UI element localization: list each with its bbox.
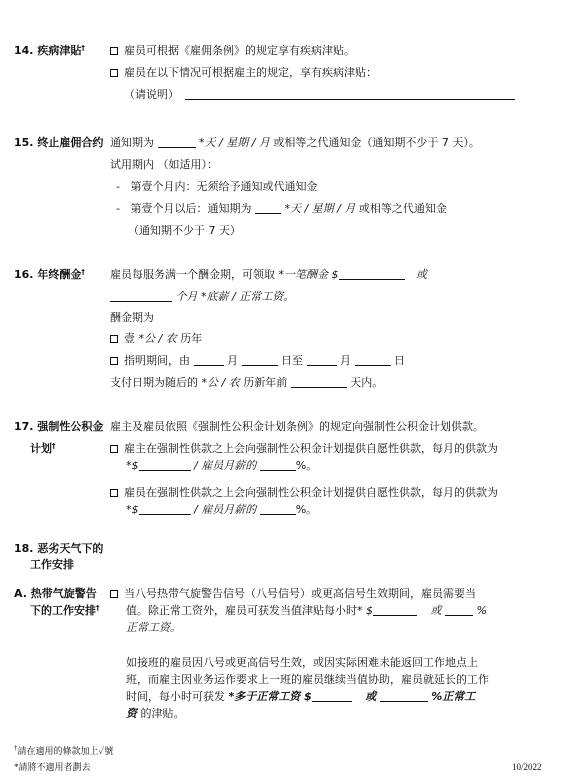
blank-line[interactable] <box>260 504 296 515</box>
blank-line[interactable] <box>312 691 352 702</box>
section-14-title: 14. 疾病津貼† <box>14 44 85 57</box>
probation-note: （通知期不少于 7 天） <box>128 224 241 237</box>
blank-line[interactable] <box>185 89 515 100</box>
explain-line: （请说明） <box>124 88 515 102</box>
blank-line[interactable] <box>445 605 473 616</box>
mpf-option-2[interactable]: 雇员在强制性供款之上会向强制性公积金计划提供自愿性供款，每月的供款为 <box>110 486 498 500</box>
probation-label: 试用期内 （如适用）： <box>110 158 218 171</box>
blank-line[interactable] <box>339 269 405 280</box>
typhoon-duty-line-3: 正常工资。 <box>126 621 181 634</box>
mpf-option-1-amount: *$ / 雇员月薪的 %。 <box>126 459 318 472</box>
checkbox[interactable] <box>110 590 118 598</box>
extended-duty-line-1: 如接班的雇员因八号或更高信号生效，或因实际困难未能返回工作地点上 <box>126 656 478 669</box>
sick-allowance-option-2[interactable]: 雇员在以下情况可根据雇主的规定，享有疾病津贴： <box>110 66 377 80</box>
mpf-option-1[interactable]: 雇主在强制性供款之上会向强制性公积金计划提供自愿性供款，每月的供款为 <box>110 442 498 456</box>
checkbox[interactable] <box>110 69 118 77</box>
blank-line[interactable] <box>260 460 296 471</box>
blank-line[interactable] <box>291 377 347 388</box>
probation-item-1: - 第壹个月内：无须给予通知或代通知金 <box>116 180 318 193</box>
extended-duty-line-2: 班，而雇主因业务运作要求上一班的雇员继续当值协助，雇员就延长的工作 <box>126 673 489 686</box>
section-18-title-2: 工作安排 <box>30 558 74 571</box>
section-18-title: 18. 恶劣天气下的 <box>14 542 104 555</box>
checkbox[interactable] <box>110 335 118 343</box>
blank-line[interactable] <box>139 460 191 471</box>
blank-line[interactable] <box>158 137 196 148</box>
checkbox[interactable] <box>110 47 118 55</box>
probation-item-2: - 第壹个月以后：通知期为 *天 / 星期 / 月 或相等之代通知金 <box>116 202 447 215</box>
extended-duty-line-3: 时间，每小时可获发 *多于正常工资 $ 或 %正常工 <box>126 690 476 703</box>
checkbox[interactable] <box>110 489 118 497</box>
sick-allowance-option-1[interactable]: 雇员可根据《雇佣条例》的规定享有疾病津贴。 <box>110 44 355 58</box>
blank-line[interactable] <box>373 605 417 616</box>
gratuity-line-2: 个月 *底薪 / 正常工资。 <box>110 290 294 304</box>
footnote-tick: †請在適用的條款加上✓號 <box>14 744 114 756</box>
blank-line[interactable] <box>194 355 224 366</box>
footer-date: 10/2022 <box>512 762 542 772</box>
blank-line[interactable] <box>380 691 428 702</box>
section-17-title: 17. 强制性公积金 <box>14 420 104 433</box>
blank-line[interactable] <box>307 355 337 366</box>
section-16-title: 16. 年终酬金† <box>14 268 85 281</box>
checkbox[interactable] <box>110 445 118 453</box>
checkbox[interactable] <box>110 357 118 365</box>
footnote-strike: *請將不適用者劃去 <box>14 762 91 772</box>
payment-date-line: 支付日期为随后的 *公 / 农 历新年前 天内。 <box>110 376 384 389</box>
typhoon-subtitle: A. 热带气旋警告 <box>14 587 97 600</box>
gratuity-period-option-1[interactable]: 壹 *公 / 农 历年 <box>110 332 202 346</box>
gratuity-period-label: 酬金期为 <box>110 311 154 324</box>
blank-line[interactable] <box>110 291 172 302</box>
section-15-title: 15. 终止雇佣合约 <box>14 136 104 149</box>
typhoon-duty-line-2: 值。除正常工资外，雇员可获发当值津贴每小时* $ 或 % <box>126 604 487 617</box>
blank-line[interactable] <box>139 504 191 515</box>
extended-duty-line-4: 资 的津贴。 <box>126 707 185 720</box>
gratuity-period-option-2[interactable]: 指明期间，由 月 日至 月 日 <box>110 354 405 368</box>
section-17-title-2: 计划† <box>30 442 56 455</box>
notice-period-line: 通知期为 *天 / 星期 / 月 或相等之代通知金（通知期不少于 7 天）。 <box>110 136 480 149</box>
blank-line[interactable] <box>355 355 391 366</box>
mpf-intro: 雇主及雇员依照《强制性公积金计划条例》的规定向强制性公积金计划供款。 <box>110 420 484 433</box>
blank-line[interactable] <box>242 355 278 366</box>
gratuity-line-1: 雇员每服务满一个酬金期，可领取 *一笔酬金 $ 或 <box>110 268 427 281</box>
typhoon-duty-option[interactable]: 当八号热带气旋警告信号（八号信号）或更高信号生效期间，雇员需要当 <box>110 587 476 601</box>
blank-line[interactable] <box>255 203 281 214</box>
mpf-option-2-amount: *$ / 雇员月薪的 %。 <box>126 503 318 516</box>
typhoon-subtitle-2: 下的工作安排† <box>30 604 100 617</box>
